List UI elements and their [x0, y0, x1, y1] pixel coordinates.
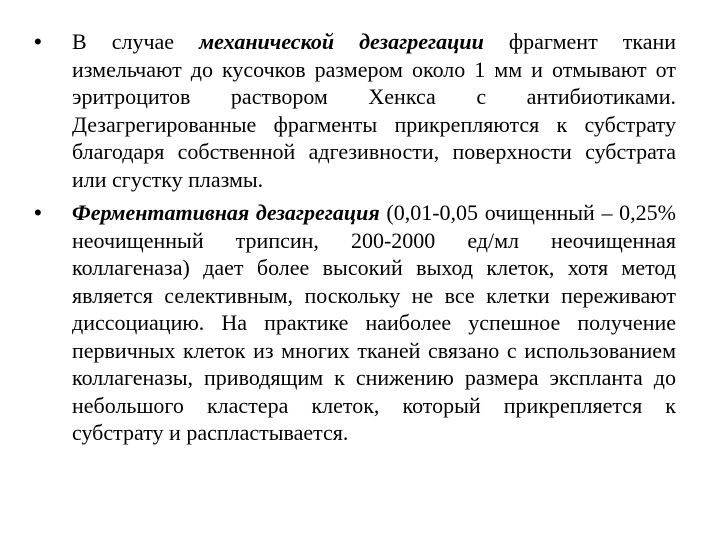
bullet-body: (0,01-0,05 очищенный – 0,25% неочищенный трипсин, 200-2000 ед/мл неочищенная коллагеназа) дает более высокий выход клеток, хотя метод является селективным, поскольку не все клетки переживают диссоциацию. На практике наиболее успешное получение первичных клеток из многих тканей связано с использованием коллагеназы, приводящим к снижению размера экспланта до небольшого кластера клеток, который прикрепляется к субстрату и распластывается.: [72, 200, 676, 445]
bullet-dot-icon: •: [34, 29, 42, 54]
emphasis-mechanical-disaggregation: механической дезагрегации: [199, 29, 484, 54]
bullet-text-enzymatic: [72, 199, 676, 447]
bullet-dot-icon: •: [34, 200, 42, 225]
bullet-prefix: В случае: [72, 29, 200, 54]
bullet-body: фрагмент ткани измельчают до кусочков размером около 1 мм и отмывают от эритроцитов раствором Хенкса с антибиотиками. Дезагрегированные фрагменты прикрепляются к субстрату благодаря собственной адгезивности, поверхности субстрата или сгустку плазмы.: [72, 29, 677, 192]
emphasis-enzymatic-disaggregation: Ферментативная дезагрегация: [72, 200, 380, 225]
bullet-item-mechanical: [34, 28, 676, 193]
bullet-item-enzymatic: [34, 199, 676, 447]
bullet-text-mechanical: [72, 28, 676, 193]
